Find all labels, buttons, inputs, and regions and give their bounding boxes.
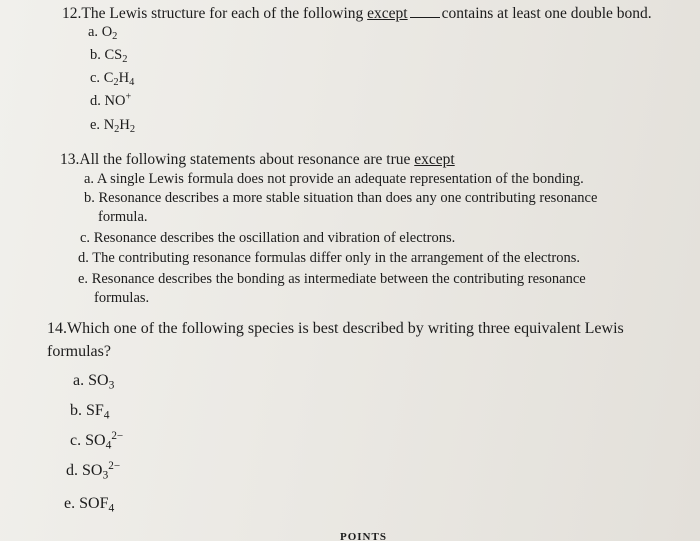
question-14-line-1: 14.Which one of the following species is best described by writing three equivalent Lewis [47,320,624,337]
question-12-except: except [367,5,408,22]
q12-option-d: d. NO+ [90,91,132,109]
question-12-text-end: contains at least one double bond. [441,5,652,22]
q12-option-e: e. $N_2H_2$ [90,117,136,136]
q13-option-e-cont: formulas. [94,290,150,306]
q13-option-d: d. The contributing resonance formulas differ only in the arrangement of the electrons. [78,250,580,266]
q13-option-a: a. A single Lewis formula does not provide an adequate representation of the bonding. [84,171,584,187]
cut-off-footer-text: POINTS [340,531,387,541]
q14-option-b: b. $SF_4$ [70,402,110,422]
q13-option-b: b. Resonance describes a more stable situation than does any one contributing resonance [84,190,598,206]
question-14-line-2: formulas? [47,343,111,360]
question-12-text: 12.The Lewis structure for each of the following [62,5,368,22]
q14-option-d: d. $SO_3^{2-}$ [66,459,121,482]
q13-option-c: c. Resonance describes the oscillation and vibration of electrons. [80,230,456,246]
question-13 [60,151,455,169]
q13-option-b-cont: formula. [98,209,148,225]
q14-option-e: e. $SOF_4$ [64,495,115,515]
q12-option-a: a. $O_2$ [88,24,118,43]
question-13-except: except [414,151,455,168]
q12-option-c: c. $C_2H_4$ [90,70,135,89]
question-13-text: 13.All the following statements about resonance are true [60,151,415,168]
answer-blank [410,5,440,18]
question-12 [62,5,652,23]
q13-option-e: e. Resonance describes the bonding as intermediate between the contributing resonance [78,271,586,287]
q12-option-b: b. $CS_2$ [90,47,128,66]
q14-option-a: a. $SO_3$ [73,372,115,392]
q14-option-c: c. $SO_4^{2-}$ [70,429,124,452]
